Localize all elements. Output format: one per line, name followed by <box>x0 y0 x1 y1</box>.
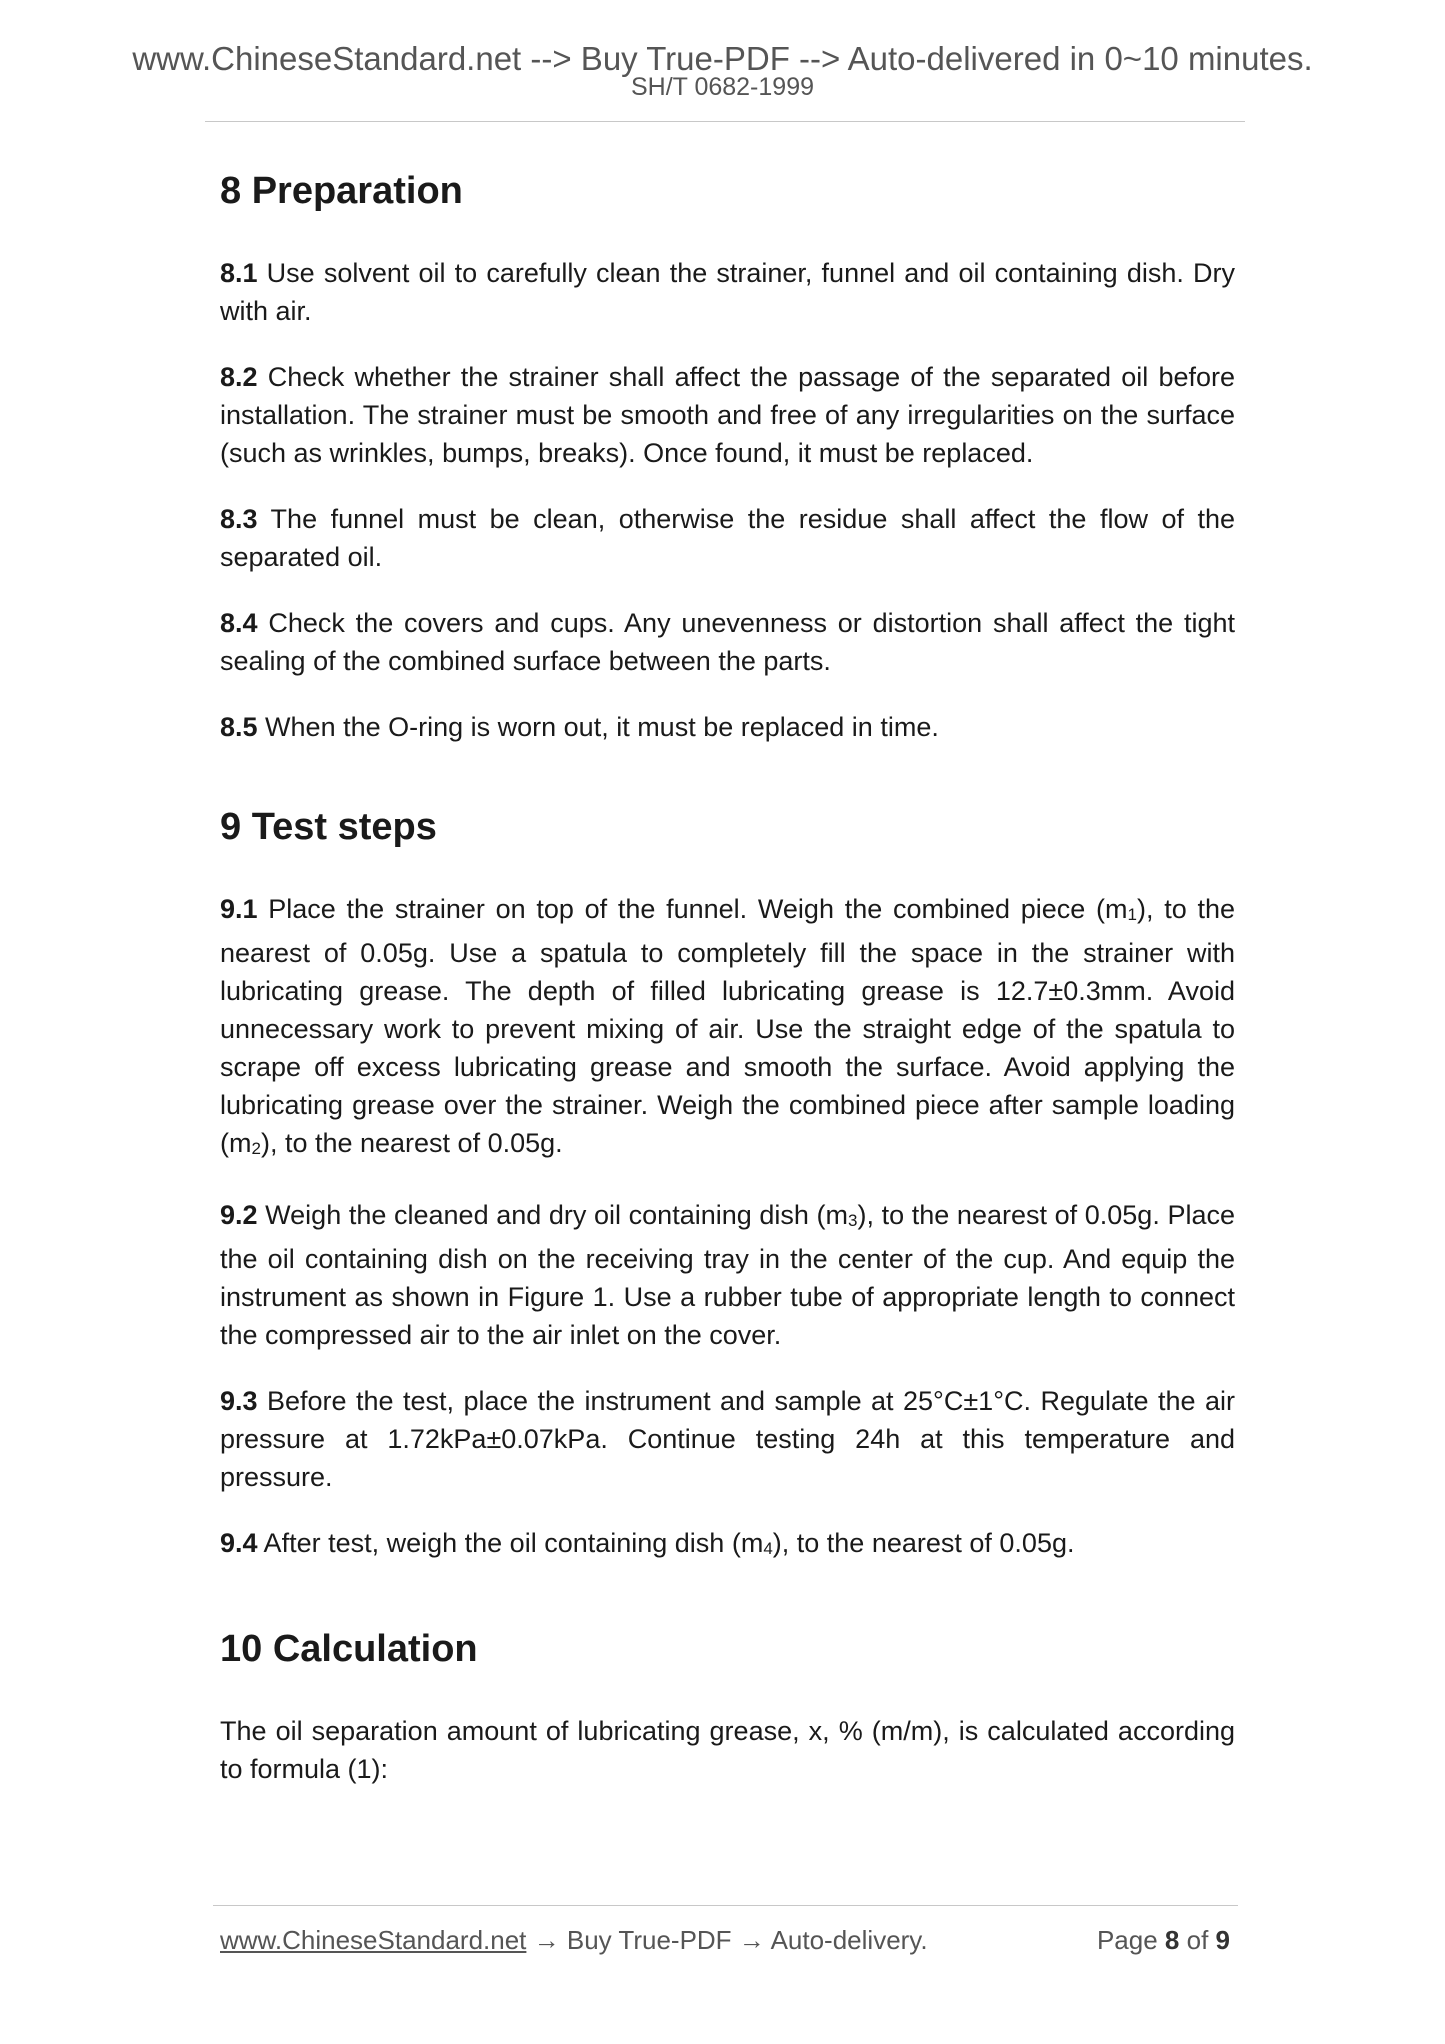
footer-link[interactable]: www.ChineseStandard.net <box>220 1925 527 1955</box>
clause-text: Use solvent oil to carefully clean the strainer, funnel and oil containing dish. Dry with air. <box>220 258 1235 326</box>
footer-text: → Buy True-PDF → Auto-delivery. <box>526 1925 928 1955</box>
page-footer <box>220 1923 1230 1957</box>
clause-number: 8.3 <box>220 504 258 534</box>
clause-text: After test, weigh the oil containing dish (m <box>257 1528 764 1558</box>
clause-text: Check whether the strainer shall affect the passage of the separated oil before installation. The strainer must be smooth and free of any irregularities on the surface (such as wrinkles, bumps, breaks). Once found, it must be replaced. <box>220 362 1235 468</box>
clause-8-2 <box>220 358 1235 472</box>
clause-text: ), to the nearest of 0.05g. <box>772 1528 1075 1558</box>
subscript: 1 <box>1127 905 1137 924</box>
header-divider <box>205 121 1245 122</box>
clause-text: Place the strainer on top of the funnel. Weigh the combined piece (m <box>257 894 1128 924</box>
clause-text: The funnel must be clean, otherwise the residue shall affect the flow of the separated oil. <box>220 504 1235 572</box>
clause-9-4 <box>220 1524 1235 1568</box>
clause-number: 9.4 <box>220 1528 258 1558</box>
clause-number: 9.1 <box>220 894 258 924</box>
clause-number: 8.4 <box>220 608 258 638</box>
footer-divider <box>213 1905 1238 1906</box>
section-8-heading: 8 Preparation <box>220 170 463 212</box>
clause-text: Before the test, place the instrument and sample at 25°C±1°C. Regulate the air pressure at 1.72kPa±0.07kPa. Continue testing 24h at this temperature and pressure. <box>220 1386 1235 1492</box>
clause-9-3 <box>220 1382 1235 1496</box>
clause-text: ), to the nearest of 0.05g. <box>260 1128 563 1158</box>
calculation-intro: The oil separation amount of lubricating grease, x, % (m/m), is calculated according to formula (1): <box>220 1716 1235 1784</box>
clause-9-2 <box>220 1196 1235 1354</box>
clause-text: Weigh the cleaned and dry oil containing dish (m <box>257 1200 849 1230</box>
of-label: of <box>1186 1925 1209 1955</box>
page-label: Page <box>1096 1925 1158 1955</box>
clause-9-1 <box>220 890 1235 1168</box>
subscript: 2 <box>251 1139 261 1158</box>
document-id: SH/T 0682-1999 <box>631 73 814 101</box>
clause-number: 9.2 <box>220 1200 258 1230</box>
page-indicator <box>1097 1923 1230 1957</box>
clause-8-3 <box>220 500 1235 576</box>
subscript: 4 <box>763 1539 773 1558</box>
page-total: 9 <box>1215 1925 1230 1955</box>
clause-text: ), to the nearest of 0.05g. Place the oil containing dish on the receiving tray in the center of the cup. And equip the instrument as shown in Figure 1. Use a rubber tube of appropriate length to connect the compressed air to the air inlet on the cover. <box>220 1200 1235 1350</box>
clause-8-4 <box>220 604 1235 680</box>
clause-8-5 <box>220 708 1235 746</box>
clause-text: When the O-ring is worn out, it must be replaced in time. <box>257 712 939 742</box>
subscript: 3 <box>848 1211 858 1230</box>
clause-number: 9.3 <box>220 1386 258 1416</box>
section-9-heading: 9 Test steps <box>220 806 437 848</box>
clause-number: 8.5 <box>220 712 258 742</box>
clause-8-1 <box>220 254 1235 330</box>
clause-text: Check the covers and cups. Any unevenness or distortion shall affect the tight sealing of the combined surface between the parts. <box>220 608 1235 676</box>
page-content <box>220 168 1235 1816</box>
clause-number: 8.2 <box>220 362 258 392</box>
clause-text: ), to the nearest of 0.05g. Use a spatula to completely fill the space in the strainer with lubricating grease. The depth of filled lubricating grease is 12.7±0.3mm. Avoid unnecessary work to prevent mixing of air. Use the straight edge of the spatula to scrape off excess lubricating grease and smooth the surface. Avoid applying the lubricating grease over the strainer. Weigh the combined piece after sample loading (m <box>220 894 1236 1158</box>
header-banner: www.ChineseStandard.net --> Buy True-PDF --> Auto-delivered in 0~10 minutes. <box>132 40 1313 77</box>
page-number: 8 <box>1164 1925 1180 1955</box>
clause-number: 8.1 <box>220 258 258 288</box>
section-10-heading: 10 Calculation <box>220 1628 478 1670</box>
